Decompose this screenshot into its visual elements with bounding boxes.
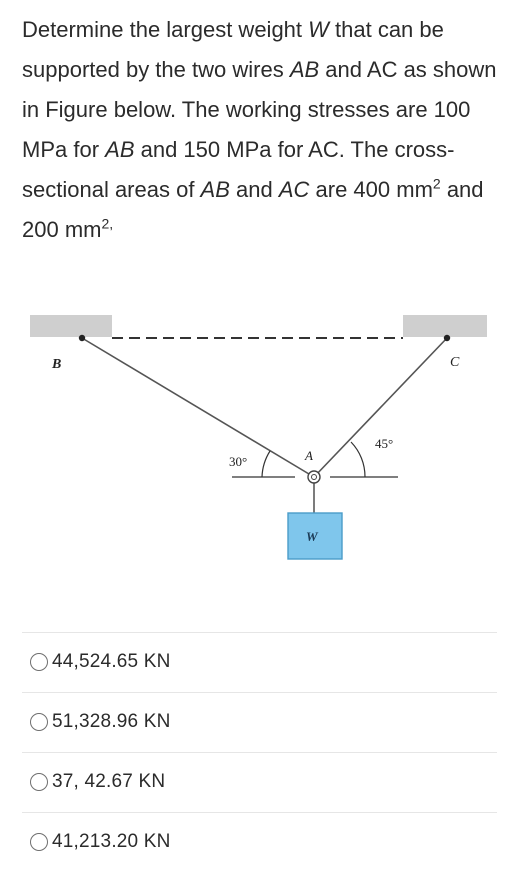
label-a: A [305,448,313,463]
wire-diagram [0,300,525,600]
question-text-part: 2, [101,215,114,232]
right-angle-arc [351,442,365,477]
question-text-part: W [308,17,329,42]
answer-option-4[interactable] [22,812,497,872]
option-label: 44,524.65 KN [52,651,171,672]
label-c: C [450,355,460,370]
wire-ab [82,338,314,477]
pin-b [79,335,85,341]
left-angle-arc [262,451,270,477]
question-text-part: AB [289,57,320,82]
angle-left-label: 30° [229,454,248,469]
question-text-part: and AC as shown in Figure below. The working stresses are 100 MPa for [22,57,497,162]
question-text-part: 2 [432,175,441,192]
wire-ac [314,338,447,477]
option-label: 37, 42.67 KN [52,771,166,792]
question-text-part: and 150 MPa for AC. The cross-sectional areas of [22,137,455,202]
angle-right-label: 45° [375,436,394,451]
right-support [403,315,487,337]
answer-option-1[interactable] [22,632,497,692]
question-text-part: are 400 mm [309,177,433,202]
question-text [22,10,512,250]
radio-circle-icon[interactable] [30,653,48,671]
ring-a [308,471,320,483]
radio-circle-icon[interactable] [30,773,48,791]
question-text-part: Determine the largest weight [22,17,309,42]
question-text-part: that can be supported by the two wires [22,17,444,82]
radio-circle-icon[interactable] [30,833,48,851]
label-b: B [52,357,62,372]
question-text-part: AB [105,137,135,162]
label-w: W [306,529,318,544]
question-text-part: and [229,177,279,202]
answer-option-2[interactable] [22,692,497,752]
answer-option-3[interactable] [22,752,497,812]
option-label: 51,328.96 KN [52,711,171,732]
option-label: 41,213.20 KN [52,831,171,852]
question-text-part: AB [200,177,230,202]
pin-c [444,335,450,341]
question-text-part: AC [278,177,310,202]
left-support [30,315,112,337]
radio-circle-icon[interactable] [30,713,48,731]
question-text-part: and 200 mm [22,177,484,242]
